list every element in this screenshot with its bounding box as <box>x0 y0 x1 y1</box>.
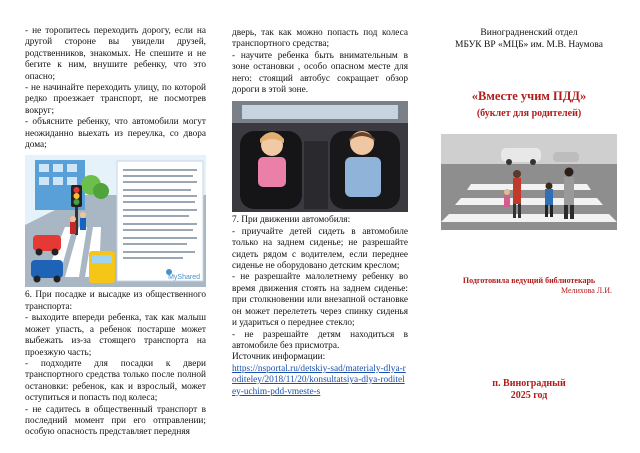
text-paragraph: - не садитесь в общественный транспорт в последний момент при его отправлении; особую опасность представляет передняя <box>25 404 206 438</box>
family-crossing-photo <box>441 134 617 230</box>
text-paragraph: - выходите впереди ребенка, так как малыш может упасть, а ребенок постарше может выбежать из-за стоящего транспорта на проезжую часть; <box>25 313 206 358</box>
text-paragraph: - приучайте детей сидеть в автомобиле только на заднем сиденье; не разрешайте сидеть рядом с водителем, если переднее сиденье не оборудовано детским креслом; <box>232 226 408 272</box>
source-label: Источник информации: <box>232 352 326 363</box>
text-paragraph: - не торопитесь переходить дорогу, если на другой стороне вы увидели друзей, родственников, знакомых. Не спешите и не бегите к ним, внушите ребенку, что это опасно; <box>25 26 206 82</box>
text-paragraph: - научите ребенка быть внимательным в зоне остановки , особо опасном месте для него: стоящий автобус сокращает обзор дороги в этой зоне. <box>232 50 408 96</box>
column-middle <box>232 28 408 398</box>
place-name: п. Виноградный <box>492 377 566 389</box>
year: 2025 год <box>510 389 548 401</box>
kids-in-car-photo <box>232 101 408 212</box>
source-link[interactable]: https://nsportal.ru/detskiy-sad/materialy-dlya-roditeley/2018/11/20/konsultatsiya-dlya-roditeley-uchim-pdd-vmeste-s <box>232 363 406 397</box>
org-line-2: МБУК ВР «МЦБ» им. М.В. Наумова <box>455 39 603 50</box>
prepared-by: Подготовила ведущий библиотекарь <box>462 275 596 285</box>
car-interior-graphic <box>232 101 408 212</box>
org-line-1: Виноградненский отдел <box>480 28 578 38</box>
section-heading-7: 7. При движении автомобиля: <box>232 215 351 226</box>
column-left <box>25 26 206 439</box>
traffic-scene-graphic <box>25 155 206 287</box>
text-paragraph: - не разрешайте малолетнему ребенку во время движения стоять на заднем сиденье: при столкновении или внезапной остановке он может перелететь через спинку сиденья и удариться о переднее стекло; <box>232 272 408 329</box>
text-paragraph: - объясните ребенку, что автомобили могут неожиданно выехать из переулка, со двора дома; <box>25 117 206 151</box>
text-paragraph: - не разрешайте детям находиться в автомобиле без присмотра. <box>232 329 408 351</box>
brochure-title: «Вместе учим ПДД» <box>471 89 587 103</box>
section-heading-6: 6. При посадке и высадке из общественного транспорта: <box>25 290 206 312</box>
text-paragraph: - не начинайте переходить улицу, по которой редко проезжает транспорт, не посмотрев вокруг; <box>25 83 206 116</box>
watermark-text: MyShared <box>168 274 200 282</box>
text-paragraph: дверь, так как можно попасть под колеса транспортного средства; <box>232 28 408 50</box>
author-name: Мелихова Л.И. <box>561 285 612 295</box>
crosswalk-graphic <box>441 134 617 230</box>
text-paragraph: - подходите для посадки к двери транспортного средства только после полной остановки: ребенок, как и взрослый, может оступиться и попасть под колеса; <box>25 358 206 404</box>
brochure-subtitle: (буклет для родителей) <box>476 108 582 120</box>
column-cover <box>440 28 618 402</box>
traffic-illustration <box>25 155 206 287</box>
